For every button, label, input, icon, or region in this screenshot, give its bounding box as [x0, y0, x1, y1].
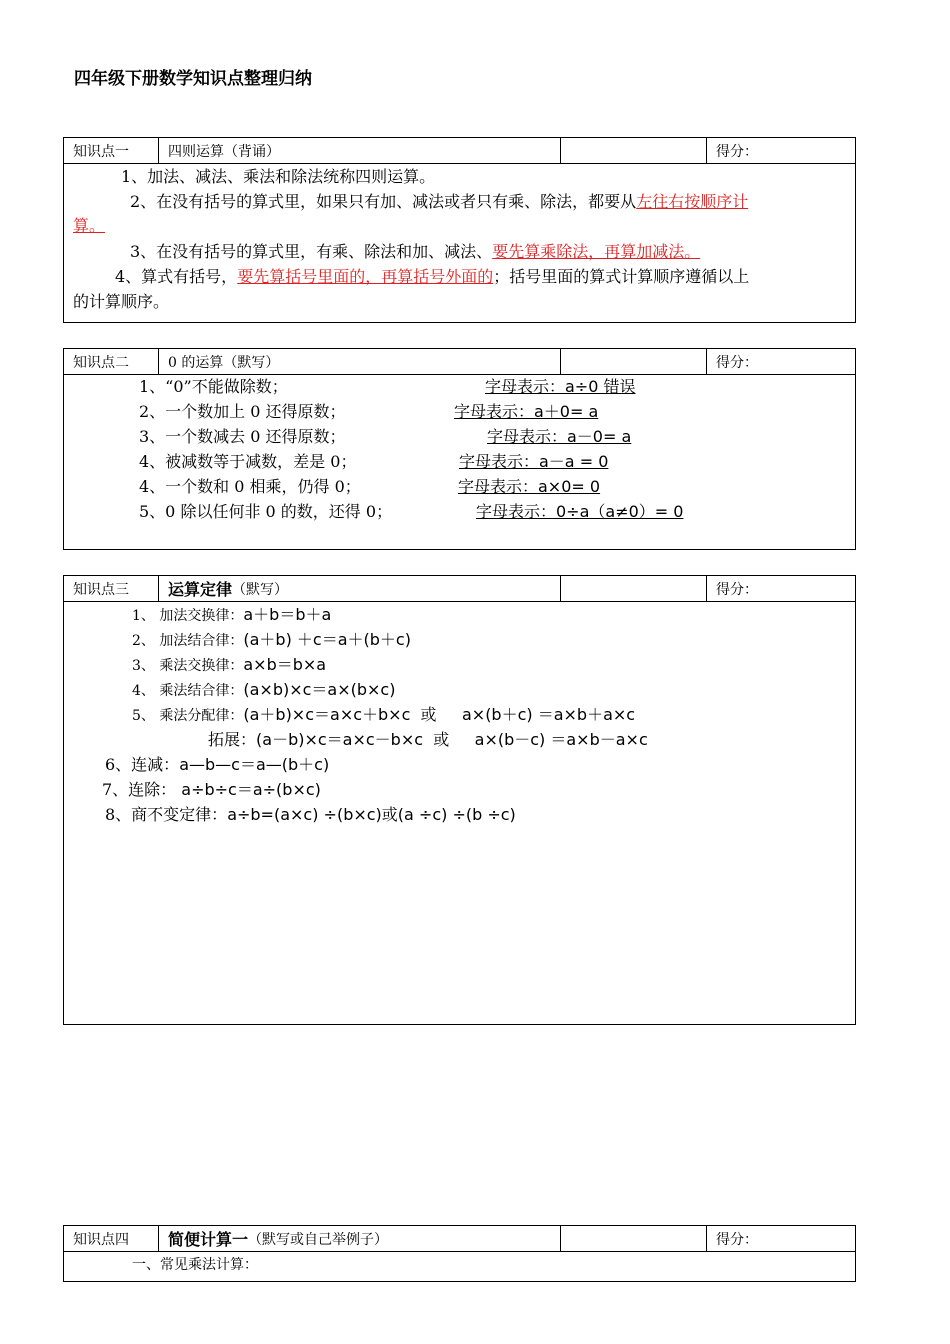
- section-1: [63, 137, 856, 323]
- zero-rule-line: [139, 400, 598, 424]
- section-id: 知识点一: [64, 138, 159, 163]
- law-label: 1、 加法交换律：: [132, 608, 244, 624]
- law-expression: (a－b)×c＝a×c－b×c 或 a×(b－c) ＝a×b－a×c: [256, 730, 648, 749]
- text-line: 的计算顺序。: [73, 292, 170, 311]
- law-expression: a×b＝b×a: [243, 655, 327, 674]
- section-header: [64, 349, 855, 375]
- law-line: [132, 703, 635, 728]
- section-topic: 0 的运算（默写）: [159, 349, 561, 374]
- law-line: [102, 778, 321, 802]
- law-label: 3、 乘法交换律：: [132, 658, 244, 674]
- topic-note: （默写）: [232, 581, 289, 598]
- section-2: [63, 348, 856, 550]
- score-label: 得分：: [716, 581, 758, 598]
- highlighted-text: 要先算括号里面的，再算括号外面的: [237, 267, 494, 286]
- law-line: [132, 678, 395, 703]
- zero-rule-line: [139, 475, 600, 499]
- score-label: 得分：: [716, 143, 758, 160]
- rule-text: 5、0 除以任何非 0 的数，还得 0；: [139, 502, 393, 521]
- zero-rule-line: [139, 375, 635, 399]
- rule-text: 1、“0”不能做除数；: [139, 377, 288, 396]
- score-blank: [561, 1226, 707, 1251]
- text-segment: 3、在没有括号的算式里，有乘、除法和加、减法、: [130, 242, 493, 261]
- rule-text: 4、一个数和 0 相乘，仍得 0；: [139, 477, 361, 496]
- letter-expression: 字母表示：a÷0 错误: [485, 377, 636, 396]
- law-label: 7、连除：: [102, 780, 177, 799]
- letter-expression: 字母表示：a＋0= a: [454, 402, 599, 421]
- text-line: [115, 265, 749, 289]
- score-blank: [561, 576, 707, 601]
- law-expression: a—b—c＝a—(b＋c): [179, 755, 330, 774]
- zero-rule-line: [139, 500, 683, 524]
- law-expression: (a＋b) ＋c＝a＋(b＋c): [243, 630, 411, 649]
- section-header: [64, 576, 855, 602]
- law-label: 4、 乘法结合律：: [132, 683, 244, 699]
- law-expression: (a×b)×c＝a×(b×c): [243, 680, 396, 699]
- law-line: [105, 803, 516, 827]
- rule-text: 2、一个数加上 0 还得原数；: [139, 402, 346, 421]
- section-header: [64, 138, 855, 164]
- topic-note: （默写或自己举例子）: [248, 1231, 389, 1248]
- text-line: [73, 214, 105, 238]
- section-header: [64, 1226, 855, 1252]
- section-4: [63, 1225, 856, 1282]
- text-line: 1、加法、减法、乘法和除法统称四则运算。: [121, 167, 436, 186]
- law-label: 6、连减：: [105, 755, 180, 774]
- score-label: 得分：: [716, 1231, 758, 1248]
- section-id: 知识点二: [64, 349, 159, 374]
- law-line: [132, 653, 326, 678]
- highlighted-text: 要先算乘除法，再算加减法。: [492, 242, 701, 261]
- letter-expression: 字母表示：a×0= 0: [458, 477, 601, 496]
- law-line: [132, 603, 331, 628]
- score-label: 得分：: [716, 354, 758, 371]
- law-label: 拓展：: [208, 730, 257, 749]
- score-blank: [561, 349, 707, 374]
- section-topic: [159, 1226, 561, 1251]
- section-3: [63, 575, 856, 1025]
- law-line: [132, 628, 411, 653]
- rule-text: 3、一个数减去 0 还得原数；: [139, 427, 346, 446]
- highlighted-text: 算。: [73, 216, 106, 235]
- document-title: 四年级下册数学知识点整理归纳: [74, 69, 312, 89]
- law-expression: a÷b=(a×c) ÷(b×c)或(a ÷c) ÷(b ÷c): [227, 805, 516, 824]
- text-segment: 2、在没有括号的算式里，如果只有加、减法或者只有乘、除法，都要从: [130, 192, 637, 211]
- highlighted-text: 左往右按顺序计: [636, 192, 749, 211]
- section-id: 知识点四: [64, 1226, 159, 1251]
- topic-bold: 简便计算一: [168, 1230, 249, 1249]
- section-topic: 四则运算（背诵）: [159, 138, 561, 163]
- law-label: 2、 加法结合律：: [132, 633, 244, 649]
- text-line: [130, 190, 748, 214]
- law-label: 5、 乘法分配律：: [132, 708, 244, 724]
- text-segment: ；括号里面的算式计算顺序遵循以上: [493, 267, 750, 286]
- rule-text: 4、被减数等于减数，差是 0；: [139, 452, 357, 471]
- score-blank: [561, 138, 707, 163]
- zero-rule-line: [139, 425, 631, 449]
- law-expression: a＋b＝b＋a: [243, 605, 332, 624]
- text-line: 一、常见乘法计算：: [132, 1257, 258, 1273]
- law-line: [105, 753, 329, 777]
- law-label: 8、商不变定律：: [105, 805, 228, 824]
- letter-expression: 字母表示：0÷a（a≠0）= 0: [476, 502, 684, 521]
- law-expression: a÷b÷c＝a÷(b×c): [176, 780, 321, 799]
- section-topic: [159, 576, 561, 601]
- law-expression: (a＋b)×c＝a×c＋b×c 或 a×(b＋c) ＝a×b＋a×c: [243, 705, 636, 724]
- topic-bold: 运算定律: [168, 580, 233, 599]
- text-line: [130, 240, 700, 264]
- zero-rule-line: [139, 450, 608, 474]
- text-segment: 4、算式有括号，: [115, 267, 238, 286]
- letter-expression: 字母表示：a－0= a: [487, 427, 632, 446]
- section-id: 知识点三: [64, 576, 159, 601]
- law-line: [208, 728, 648, 752]
- letter-expression: 字母表示：a－a = 0: [459, 452, 609, 471]
